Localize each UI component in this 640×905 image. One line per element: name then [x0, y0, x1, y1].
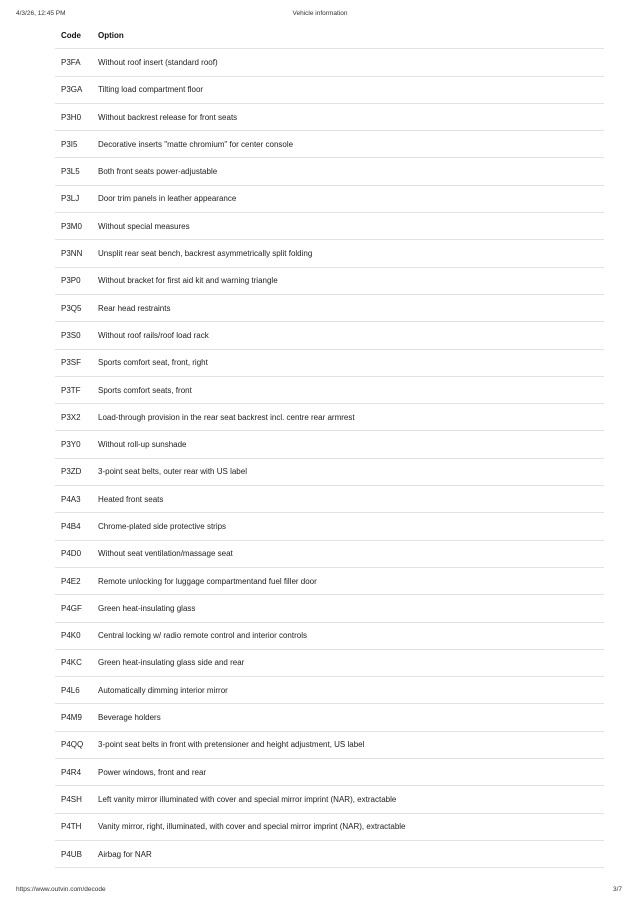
option-description: Door trim panels in leather appearance [98, 194, 237, 204]
option-description: Green heat-insulating glass [98, 603, 196, 613]
option-description: Rear head restraints [98, 303, 171, 313]
option-code: P3SF [61, 358, 82, 368]
option-description: Remote unlocking for luggage compartmentand fuel filler door [98, 576, 317, 586]
table-row [55, 568, 604, 595]
option-description: Sports comfort seat, front, right [98, 358, 208, 368]
option-code: P3H0 [61, 112, 82, 122]
table-row [55, 322, 604, 349]
table-row [55, 240, 604, 267]
option-code: P3P0 [61, 276, 81, 286]
table-row [55, 295, 604, 322]
option-description: Chrome-plated side protective strips [98, 521, 227, 531]
option-code: P4D0 [61, 549, 82, 559]
option-description: Power windows, front and rear [98, 767, 207, 777]
table-row [55, 213, 604, 240]
table-row [55, 541, 604, 568]
option-code: P4A3 [61, 494, 81, 504]
table-row [55, 459, 604, 486]
option-description: Load-through provision in the rear seat backrest incl. centre rear armrest [98, 412, 355, 422]
table-row [55, 404, 604, 431]
column-header-option: Option [98, 30, 124, 40]
option-description: Left vanity mirror illuminated with cover and special mirror imprint (NAR), extractable [98, 794, 397, 804]
option-description: Airbag for NAR [98, 849, 152, 859]
option-description: Green heat-insulating glass side and rear [98, 658, 245, 668]
option-description: Without seat ventilation/massage seat [98, 549, 233, 559]
table-row [55, 104, 604, 131]
option-code: P3ZD [61, 467, 82, 477]
option-code: P4L6 [61, 685, 80, 695]
option-description: Without roll-up sunshade [98, 440, 187, 450]
page-number: 3/7 [612, 886, 622, 893]
option-description: Tilting load compartment floor [98, 85, 204, 95]
option-code: P4SH [61, 794, 82, 804]
option-description: Beverage holders [98, 713, 161, 723]
option-code: P3NN [61, 249, 83, 259]
table-body [55, 49, 604, 868]
option-description: Decorative inserts "matte chromium" for center console [98, 139, 294, 149]
option-code: P4QQ [61, 740, 84, 750]
option-description: Without backrest release for front seats [98, 112, 238, 122]
table-row [55, 49, 604, 76]
table-row [55, 268, 604, 295]
option-code: P3L5 [61, 167, 80, 177]
table-row [55, 841, 604, 868]
option-description: 3-point seat belts, outer rear with US label [98, 467, 247, 477]
option-code: P4KC [61, 658, 82, 668]
option-description: Unsplit rear seat bench, backrest asymmetrically split folding [98, 249, 313, 259]
option-description: Without roof insert (standard roof) [98, 57, 218, 67]
option-code: P3M0 [61, 221, 82, 231]
option-code: P3I5 [61, 139, 78, 149]
option-code: P3Y0 [61, 440, 81, 450]
option-code: P4R4 [61, 767, 82, 777]
table-row [55, 486, 604, 513]
page-title: Vehicle information [292, 10, 348, 17]
table-row [55, 786, 604, 813]
option-code: P3TF [61, 385, 81, 395]
column-header-code: Code [61, 30, 81, 40]
table-row [55, 350, 604, 377]
option-code: P3FA [61, 57, 81, 67]
option-code: P4K0 [61, 631, 81, 641]
option-code: P3S0 [61, 330, 81, 340]
table-row [55, 814, 604, 841]
table-row [55, 513, 604, 540]
option-code: P4B4 [61, 521, 81, 531]
table-row [55, 732, 604, 759]
option-code: P3GA [61, 85, 83, 95]
table-row [55, 623, 604, 650]
print-date: 4/3/26, 12:45 PM [16, 10, 66, 17]
table-row [55, 759, 604, 786]
table-row [55, 131, 604, 158]
option-description: Central locking w/ radio remote control and interior controls [98, 631, 307, 641]
table-row [55, 677, 604, 704]
option-description: 3-point seat belts in front with pretensioner and height adjustment, US label [98, 740, 365, 750]
table-row [55, 595, 604, 622]
table-row [55, 431, 604, 458]
option-description: Sports comfort seats, front [98, 385, 192, 395]
option-description: Without bracket for first aid kit and warning triangle [98, 276, 278, 286]
table-row [55, 704, 604, 731]
table-row [55, 186, 604, 213]
option-code: P3Q5 [61, 303, 82, 313]
option-code: P4M9 [61, 713, 82, 723]
option-description: Heated front seats [98, 494, 164, 504]
table-row [55, 650, 604, 677]
table-row [55, 158, 604, 185]
option-description: Automatically dimming interior mirror [98, 685, 228, 695]
page-url: https://www.outvin.com/decode [16, 886, 106, 893]
print-footer [0, 886, 640, 898]
print-header [0, 10, 640, 22]
option-description: Vanity mirror, right, illuminated, with cover and special mirror imprint (NAR), extractable [98, 822, 406, 832]
option-description: Without roof rails/roof load rack [98, 330, 209, 340]
option-code: P4TH [61, 822, 82, 832]
option-code: P4E2 [61, 576, 81, 586]
options-table [55, 22, 604, 868]
option-code: P4GF [61, 603, 82, 613]
table-row [55, 377, 604, 404]
table-row [55, 77, 604, 104]
option-code: P3X2 [61, 412, 81, 422]
option-code: P3LJ [61, 194, 80, 204]
option-description: Both front seats power-adjustable [98, 167, 218, 177]
option-description: Without special measures [98, 221, 190, 231]
option-code: P4UB [61, 849, 82, 859]
table-header-row [55, 22, 604, 49]
